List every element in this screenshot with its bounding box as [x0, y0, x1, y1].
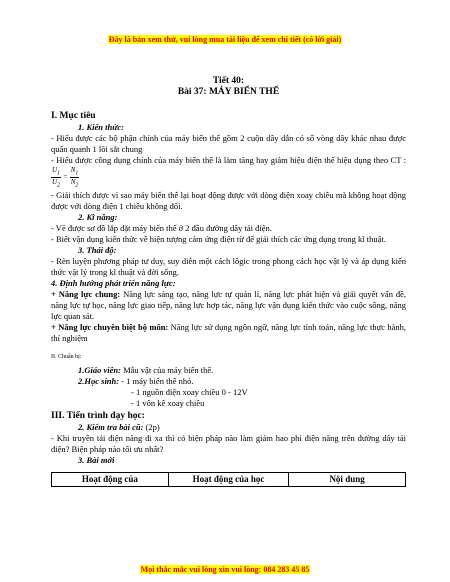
student-prep-2: - 1 nguồn điện xoay chiều 0 - 12V	[131, 386, 248, 397]
skills-item-2: - Biết vận dụng kiến thức về hiện tượng cảm ứng điện từ để giải thích các ứng dụng trong kĩ thuật.	[51, 233, 386, 244]
table-header-content: Nội dung	[289, 472, 406, 486]
orientation-general: + Năng lực chung: Năng lực sáng tạo, năng lực tự quản lí, năng lực phát hiện và giải quyết vấn đề, năng lực tự học, năng lực giao tiếp, năng lực hợp tác, năng lực vận dụng kiến thức vào cuộc sống, năng lực quan sát.	[51, 288, 406, 321]
table-header-student: Hoạt động của học	[168, 472, 288, 486]
old-lesson-check: 2. Kiểm tra bài cũ: (2p)	[78, 421, 160, 432]
attitude-heading: 3. Thái độ:	[78, 244, 117, 255]
section-heading-process: III. Tiến trình dạy học:	[51, 410, 145, 421]
student-prep-3: - 1 vôn kế xoay chiều	[131, 397, 205, 408]
knowledge-item-1: - Hiểu được các bộ phận chính của máy biến thế gồm 2 cuộn dây dẫn có số vòng dây khác nhau được quấn quanh 1 lõi sắt chung	[51, 133, 406, 154]
section-heading-preparation: II. Chuẩn bị:	[51, 353, 82, 360]
new-lesson-heading: 3. Bài mới	[78, 454, 115, 465]
skills-heading: 2. Kĩ năng:	[78, 211, 118, 222]
orientation-specific: + Năng lực chuyên biệt bộ môn: Năng lực sử dụng ngôn ngữ, năng lực tính toán, năng lực thực hành, thí nghiệm	[51, 321, 406, 343]
lesson-period: Tiết 40:	[212, 76, 245, 86]
section-heading-objectives: I. Mục tiêu	[51, 111, 96, 121]
table-header-teacher: Hoạt động của	[52, 472, 169, 486]
attitude-item-1: - Rèn luyện phương pháp tư duy, suy diễn một cách lôgic trong phong cách học vật lý và áp dụng kiến thức vật lý trong kĩ thuật và đời sống.	[51, 255, 406, 277]
skills-item-1: - Vẽ được sơ đồ lắp đặt máy biến thế ở 2 đầu đường dây tải điện.	[51, 222, 272, 233]
student-prep-1: 2.Học sinh: - 1 máy biến thế nhỏ.	[78, 375, 194, 386]
transformer-formula: $\frac{U_1}{U_2}$ = $\frac{N_1}{N_2}$	[52, 166, 79, 189]
knowledge-item-3: - Giải thích được vì sao máy biến thế lại hoạt động được với dòng điện xoay chiều mà không hoạt động được với dòng điện 1 chiều không đổi.	[51, 189, 406, 211]
knowledge-heading: 1. Kiến thức:	[78, 122, 124, 132]
document-page	[51, 76, 406, 487]
teacher-prep: 1.Giáo viên: Mẫu vật của máy biến thế.	[78, 364, 214, 375]
knowledge-item-2: - Hiểu được công dụng chính của máy biến thế là làm tăng hay giảm hiệu điện thế hiệu dụng theo CT : $\frac{U_1}{U_2}$ = $\frac{N_1}{N_2}$	[51, 155, 406, 189]
lesson-title: Bài 37: MÁY BIẾN THẾ	[177, 87, 280, 97]
activity-table	[51, 472, 406, 487]
orientation-heading: 4. Định hướng phát triển năng lực:	[51, 277, 176, 288]
top-preview-banner: Đây là bản xem thử, vui lòng mua tài liệu để xem chi tiết (có lời giải)	[108, 35, 342, 44]
bottom-contact-banner: Mọi thắc mắc vui lòng xin vui lòng: 084 283 45 85	[140, 565, 310, 574]
old-lesson-question: - Khi truyền tải điện năng đi xa thì có biện pháp nào làm giảm hao phí điện năng trên đường dây tải điện? Biện pháp nào tối ưu nhất?	[51, 432, 406, 454]
